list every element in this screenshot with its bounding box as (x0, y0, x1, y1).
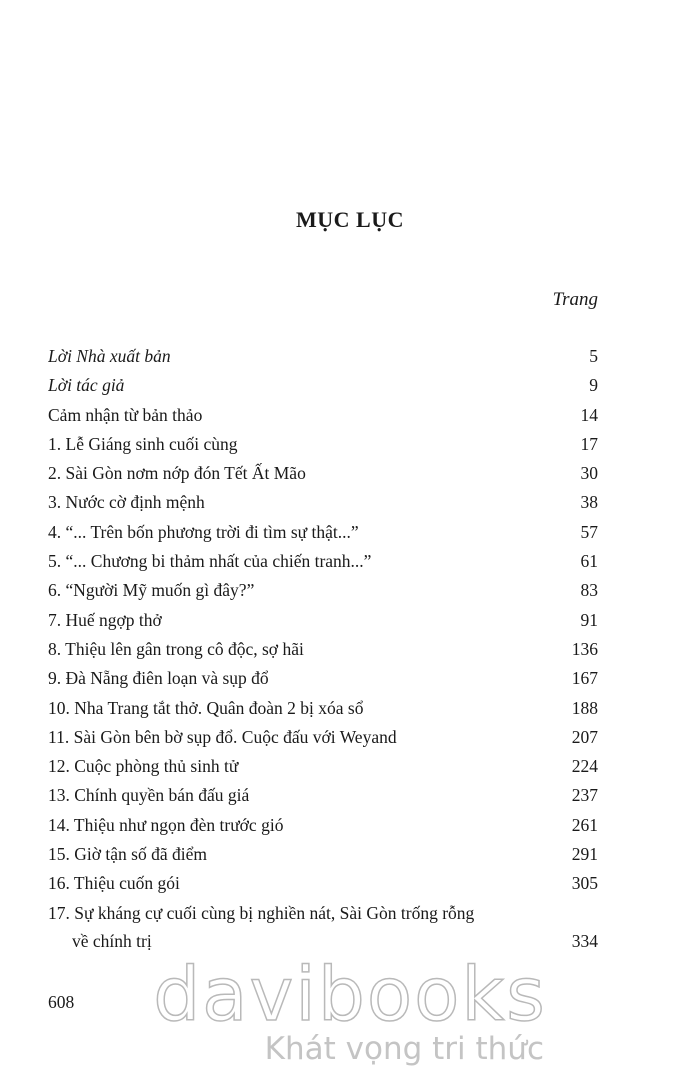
toc-entry-page: 17 (580, 433, 598, 454)
toc-entry-label: 5. “... Chương bi thảm nhất của chiến tranh...” (48, 551, 372, 572)
toc-entry-page: 61 (580, 551, 598, 572)
toc-entry-page: 305 (571, 873, 598, 894)
toc-entry-page: 207 (571, 726, 598, 747)
toc-entry (48, 463, 598, 492)
toc-entry-label: 14. Thiệu như ngọn đèn trước gió (48, 814, 284, 835)
toc-entry-label: Lời tác giả (48, 375, 125, 396)
watermark-slogan: Khát vọng tri thức (264, 1031, 544, 1067)
toc-entry-page: 91 (580, 609, 598, 630)
toc-entry-continuation (48, 931, 598, 960)
watermark (150, 952, 550, 1067)
toc-entry (48, 844, 598, 873)
toc-entry-label-continuation: về chính trị (72, 930, 152, 951)
toc-entry-label: 7. Huế ngợp thở (48, 609, 162, 630)
toc-entry-page: 9 (589, 375, 598, 396)
toc-entry-page: 38 (580, 492, 598, 513)
toc-entry-page: 83 (580, 580, 598, 601)
toc-entry-page: 5 (589, 346, 598, 366)
toc-entry (48, 580, 598, 609)
toc-entry-label: 13. Chính quyền bán đấu giá (48, 785, 250, 806)
page-number: 608 (48, 992, 75, 1012)
toc-entry-label: 1. Lễ Giáng sinh cuối cùng (48, 433, 238, 454)
toc-entry-label: 11. Sài Gòn bên bờ sụp đổ. Cuộc đấu với Weyand (48, 726, 397, 747)
page-title: MỤC LỤC (296, 207, 404, 232)
toc-entry-page: 188 (571, 697, 598, 718)
toc-entry-label: 6. “Người Mỹ muốn gì đây?” (48, 580, 255, 601)
toc-entry-label: 3. Nước cờ định mệnh (48, 492, 205, 513)
toc-entry-label: 10. Nha Trang tắt thở. Quân đoàn 2 bị xóa sổ (48, 697, 364, 718)
page-column-header: Trang (552, 289, 598, 310)
toc-entry (48, 639, 598, 668)
toc-entry-label: 17. Sự kháng cự cuối cùng bị nghiền nát, Sài Gòn trống rỗng (48, 902, 475, 923)
toc-entry-page: 57 (580, 521, 598, 542)
toc-entry (48, 610, 598, 639)
toc-entry (48, 873, 598, 902)
toc-entry (48, 756, 598, 785)
toc-entry (48, 492, 598, 521)
toc-entry (48, 727, 598, 756)
toc-entry-page: 237 (571, 785, 598, 806)
toc-entry-page: 14 (580, 404, 598, 425)
toc-entry-label: 15. Giờ tận số đã điểm (48, 844, 207, 865)
toc-entry-label: 8. Thiệu lên gân trong cô độc, sợ hãi (48, 638, 304, 659)
toc-entry-page: 291 (571, 844, 598, 865)
toc-entry-label: 2. Sài Gòn nơm nớp đón Tết Ất Mão (48, 463, 306, 484)
toc-entry-label: 4. “... Trên bốn phương trời đi tìm sự thật...” (48, 521, 359, 542)
toc-entry (48, 815, 598, 844)
toc-entry (48, 668, 598, 697)
watermark-brand: davibooks (153, 952, 547, 1038)
toc-entry-label: 16. Thiệu cuốn gói (48, 873, 180, 894)
table-of-contents (48, 346, 598, 960)
toc-entry-label: Lời Nhà xuất bản (48, 346, 171, 366)
toc-entry (48, 551, 598, 580)
toc-entry-label: 9. Đà Nẵng điên loạn và sụp đổ (48, 668, 269, 689)
toc-entry-label: 12. Cuộc phòng thủ sinh tử (48, 756, 239, 777)
toc-entry-multiline (48, 903, 598, 931)
toc-entry-publisher-note (48, 346, 598, 375)
toc-entry-page: 167 (571, 668, 598, 689)
toc-entry-page: 136 (571, 638, 598, 659)
toc-entry-page: 224 (571, 756, 598, 777)
toc-entry-page: 261 (571, 814, 598, 835)
toc-entry (48, 434, 598, 463)
toc-entry (48, 522, 598, 551)
toc-entry (48, 698, 598, 727)
toc-entry-label: Cảm nhận từ bản thảo (48, 404, 203, 425)
toc-entry (48, 785, 598, 814)
toc-entry-page: 334 (571, 930, 598, 951)
toc-entry-page: 30 (580, 463, 598, 484)
toc-entry-author-note (48, 375, 598, 404)
toc-entry (48, 405, 598, 434)
